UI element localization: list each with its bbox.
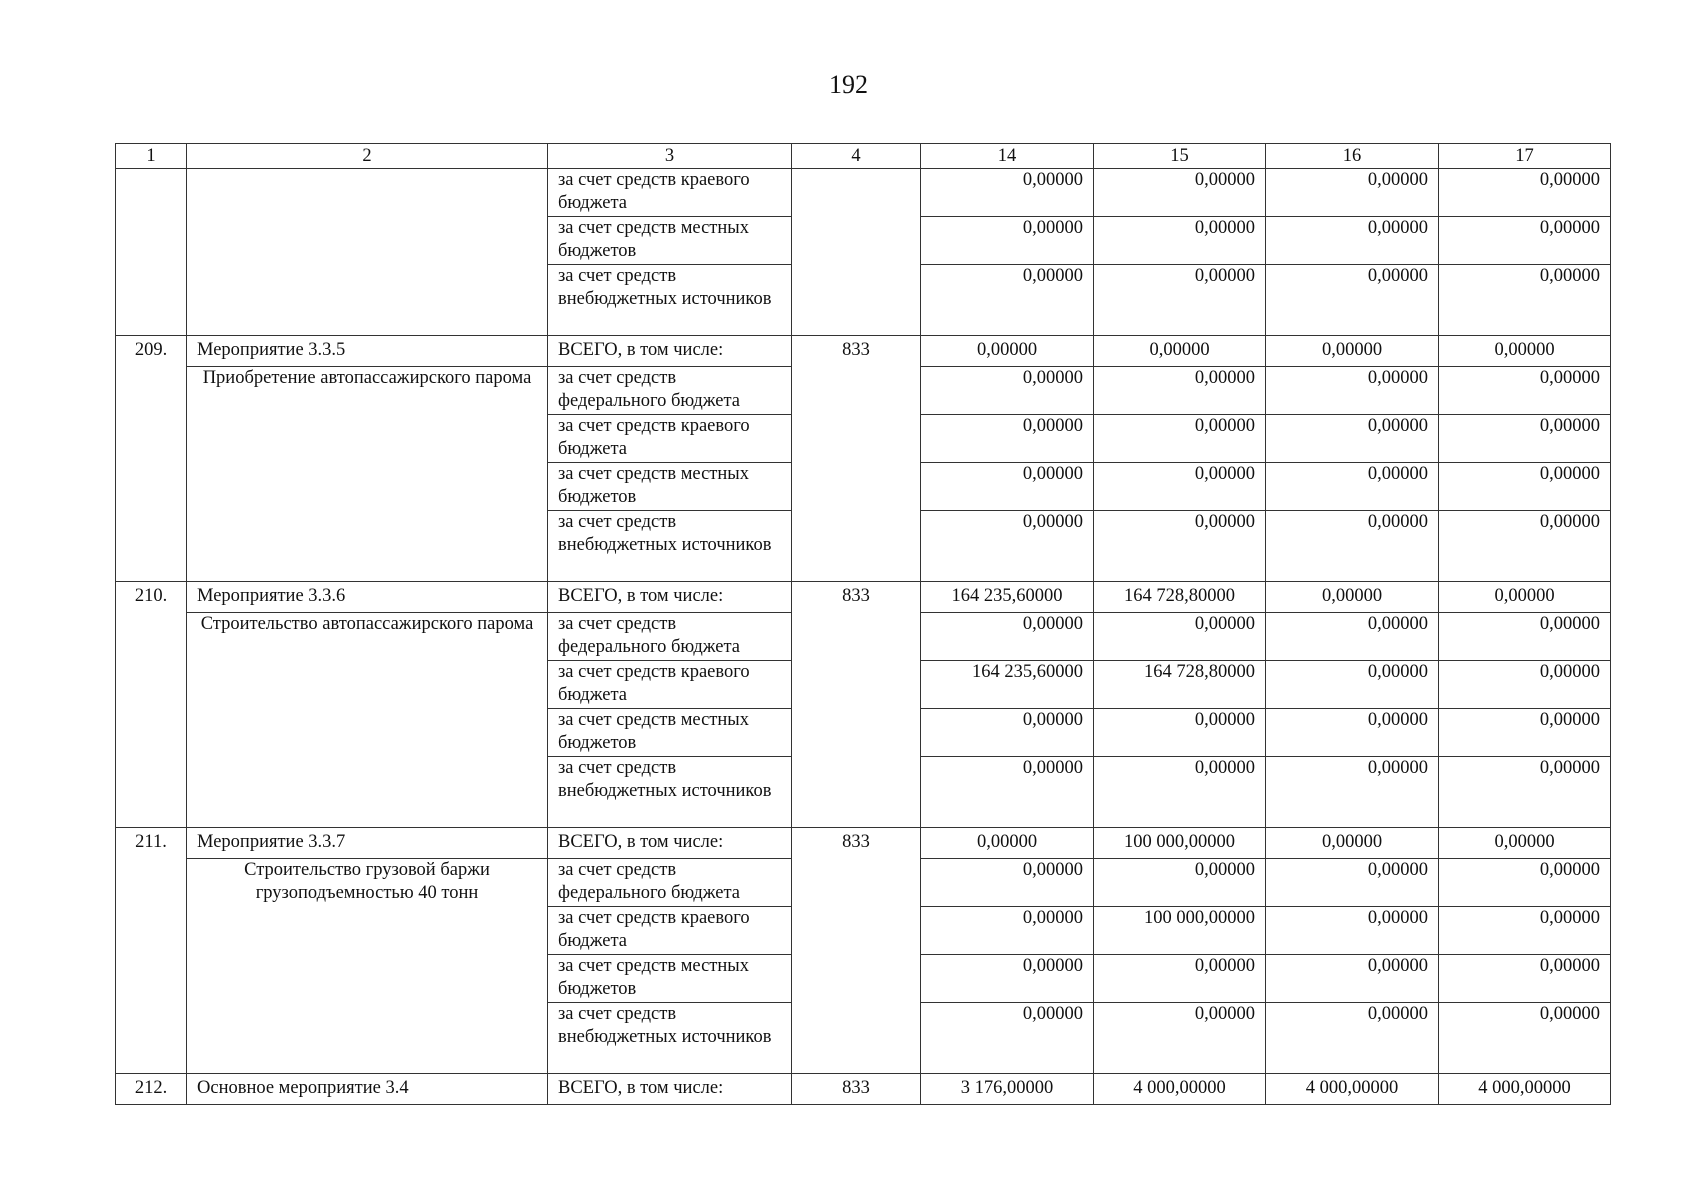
value-cell: 0,00000: [1094, 415, 1266, 463]
column-header: 17: [1439, 144, 1611, 169]
total-value-cell: 100 000,00000: [1094, 828, 1266, 859]
value-cell: 0,00000: [1439, 757, 1611, 828]
value-cell: 0,00000: [921, 955, 1094, 1003]
column-header: 2: [187, 144, 548, 169]
value-cell: 0,00000: [1439, 511, 1611, 582]
event-code: 833: [792, 828, 921, 1074]
value-cell: 0,00000: [1439, 613, 1611, 661]
value-cell: 0,00000: [1439, 1003, 1611, 1074]
funding-source-label: за счет средств краевого бюджета: [548, 907, 792, 955]
funding-source-label: за счет средств краевого бюджета: [548, 169, 792, 217]
total-value-cell: 0,00000: [921, 336, 1094, 367]
total-value-cell: 164 728,80000: [1094, 582, 1266, 613]
value-cell: 0,00000: [921, 613, 1094, 661]
total-value-cell: 0,00000: [1094, 336, 1266, 367]
value-cell: 0,00000: [921, 907, 1094, 955]
event-code: 833: [792, 336, 921, 582]
value-cell: 0,00000: [921, 367, 1094, 415]
total-value-cell: 0,00000: [1439, 828, 1611, 859]
total-value-cell: 4 000,00000: [1094, 1074, 1266, 1105]
value-cell: 0,00000: [1094, 217, 1266, 265]
value-cell: 0,00000: [1266, 1003, 1439, 1074]
value-cell: 0,00000: [1266, 511, 1439, 582]
value-cell: 0,00000: [921, 859, 1094, 907]
event-name: Мероприятие 3.3.5: [187, 336, 548, 367]
event-description: Строительство грузовой баржи грузоподъемностью 40 тонн: [187, 859, 548, 1074]
event-description: Строительство автопассажирского парома: [187, 613, 548, 828]
value-cell: 0,00000: [1439, 415, 1611, 463]
value-cell: 164 235,60000: [921, 661, 1094, 709]
total-label: ВСЕГО, в том числе:: [548, 1074, 792, 1105]
row-number: 212.: [116, 1074, 187, 1105]
table-header: [116, 144, 1611, 169]
event-total-row: [116, 582, 1611, 613]
event-name: Мероприятие 3.3.6: [187, 582, 548, 613]
value-cell: 0,00000: [1094, 613, 1266, 661]
value-cell: 0,00000: [1266, 757, 1439, 828]
total-value-cell: 3 176,00000: [921, 1074, 1094, 1105]
value-cell: 0,00000: [1094, 1003, 1266, 1074]
value-cell: 0,00000: [1094, 757, 1266, 828]
value-cell: 0,00000: [1266, 463, 1439, 511]
funding-source-label: за счет средств внебюджетных источников: [548, 757, 792, 828]
value-cell: 0,00000: [1266, 367, 1439, 415]
event-name: Мероприятие 3.3.7: [187, 828, 548, 859]
value-cell: 0,00000: [1266, 169, 1439, 217]
page-number: 192: [829, 70, 868, 99]
row-number: 211.: [116, 828, 187, 1074]
value-cell: 0,00000: [1439, 169, 1611, 217]
value-cell: 0,00000: [1439, 661, 1611, 709]
total-value-cell: 164 235,60000: [921, 582, 1094, 613]
row-number: 209.: [116, 336, 187, 582]
value-cell: 0,00000: [1266, 415, 1439, 463]
total-label: ВСЕГО, в том числе:: [548, 336, 792, 367]
funding-source-label: за счет средств краевого бюджета: [548, 661, 792, 709]
funding-source-label: за счет средств федерального бюджета: [548, 613, 792, 661]
value-cell: 0,00000: [921, 757, 1094, 828]
total-value-cell: 0,00000: [1266, 582, 1439, 613]
row-number: 210.: [116, 582, 187, 828]
total-value-cell: 0,00000: [1266, 828, 1439, 859]
value-cell: 0,00000: [1439, 265, 1611, 336]
column-header: 14: [921, 144, 1094, 169]
value-cell: 0,00000: [1266, 265, 1439, 336]
funding-source-label: за счет средств местных бюджетов: [548, 463, 792, 511]
value-cell: 0,00000: [1266, 613, 1439, 661]
value-cell: 100 000,00000: [1094, 907, 1266, 955]
value-cell: 0,00000: [1094, 859, 1266, 907]
budget-table: [115, 143, 1611, 1105]
total-value-cell: 4 000,00000: [1266, 1074, 1439, 1105]
funding-source-label: за счет средств краевого бюджета: [548, 415, 792, 463]
value-cell: 0,00000: [1439, 907, 1611, 955]
value-cell: 0,00000: [1266, 955, 1439, 1003]
value-cell: 0,00000: [1094, 463, 1266, 511]
event-total-row: [116, 828, 1611, 859]
column-header: 16: [1266, 144, 1439, 169]
value-cell: 0,00000: [921, 169, 1094, 217]
value-cell: 0,00000: [1094, 511, 1266, 582]
event-total-row: [116, 336, 1611, 367]
funding-source-label: за счет средств местных бюджетов: [548, 217, 792, 265]
column-header: 3: [548, 144, 792, 169]
value-cell: 0,00000: [921, 217, 1094, 265]
event-description: Приобретение автопассажирского парома: [187, 367, 548, 582]
value-cell: 0,00000: [1266, 217, 1439, 265]
value-cell: 0,00000: [921, 463, 1094, 511]
funding-source-label: за счет средств федерального бюджета: [548, 859, 792, 907]
total-value-cell: 0,00000: [1439, 582, 1611, 613]
value-cell: 0,00000: [1094, 709, 1266, 757]
value-cell: 0,00000: [1094, 169, 1266, 217]
value-cell: 0,00000: [1266, 709, 1439, 757]
total-label: ВСЕГО, в том числе:: [548, 828, 792, 859]
value-cell: 0,00000: [1266, 859, 1439, 907]
funding-source-label: за счет средств местных бюджетов: [548, 955, 792, 1003]
value-cell: 0,00000: [1439, 859, 1611, 907]
value-cell: 0,00000: [1439, 709, 1611, 757]
total-value-cell: 0,00000: [921, 828, 1094, 859]
value-cell: 0,00000: [1266, 661, 1439, 709]
column-header: 15: [1094, 144, 1266, 169]
event-code: 833: [792, 582, 921, 828]
funding-source-label: за счет средств местных бюджетов: [548, 709, 792, 757]
total-value-cell: 0,00000: [1266, 336, 1439, 367]
funding-source-label: за счет средств внебюджетных источников: [548, 511, 792, 582]
value-cell: 164 728,80000: [1094, 661, 1266, 709]
value-cell: 0,00000: [1094, 955, 1266, 1003]
event-code: 833: [792, 1074, 921, 1105]
column-header: 4: [792, 144, 921, 169]
value-cell: 0,00000: [1266, 907, 1439, 955]
funding-source-label: за счет средств федерального бюджета: [548, 367, 792, 415]
source-row: [116, 169, 1611, 217]
total-value-cell: 0,00000: [1439, 336, 1611, 367]
total-value-cell: 4 000,00000: [1439, 1074, 1611, 1105]
value-cell: 0,00000: [1439, 367, 1611, 415]
event-total-row: [116, 1074, 1611, 1105]
funding-source-label: за счет средств внебюджетных источников: [548, 1003, 792, 1074]
value-cell: 0,00000: [921, 1003, 1094, 1074]
value-cell: 0,00000: [1439, 955, 1611, 1003]
event-description-cell: [187, 169, 548, 336]
event-name: Основное мероприятие 3.4: [187, 1074, 548, 1105]
code-cell: [792, 169, 921, 336]
value-cell: 0,00000: [921, 265, 1094, 336]
row-number-cell: [116, 169, 187, 336]
funding-source-label: за счет средств внебюджетных источников: [548, 265, 792, 336]
total-label: ВСЕГО, в том числе:: [548, 582, 792, 613]
value-cell: 0,00000: [921, 511, 1094, 582]
header-row: [116, 144, 1611, 169]
column-header: 1: [116, 144, 187, 169]
value-cell: 0,00000: [1094, 367, 1266, 415]
value-cell: 0,00000: [921, 709, 1094, 757]
value-cell: 0,00000: [1094, 265, 1266, 336]
value-cell: 0,00000: [1439, 463, 1611, 511]
value-cell: 0,00000: [921, 415, 1094, 463]
table-body: [116, 169, 1611, 1105]
value-cell: 0,00000: [1439, 217, 1611, 265]
